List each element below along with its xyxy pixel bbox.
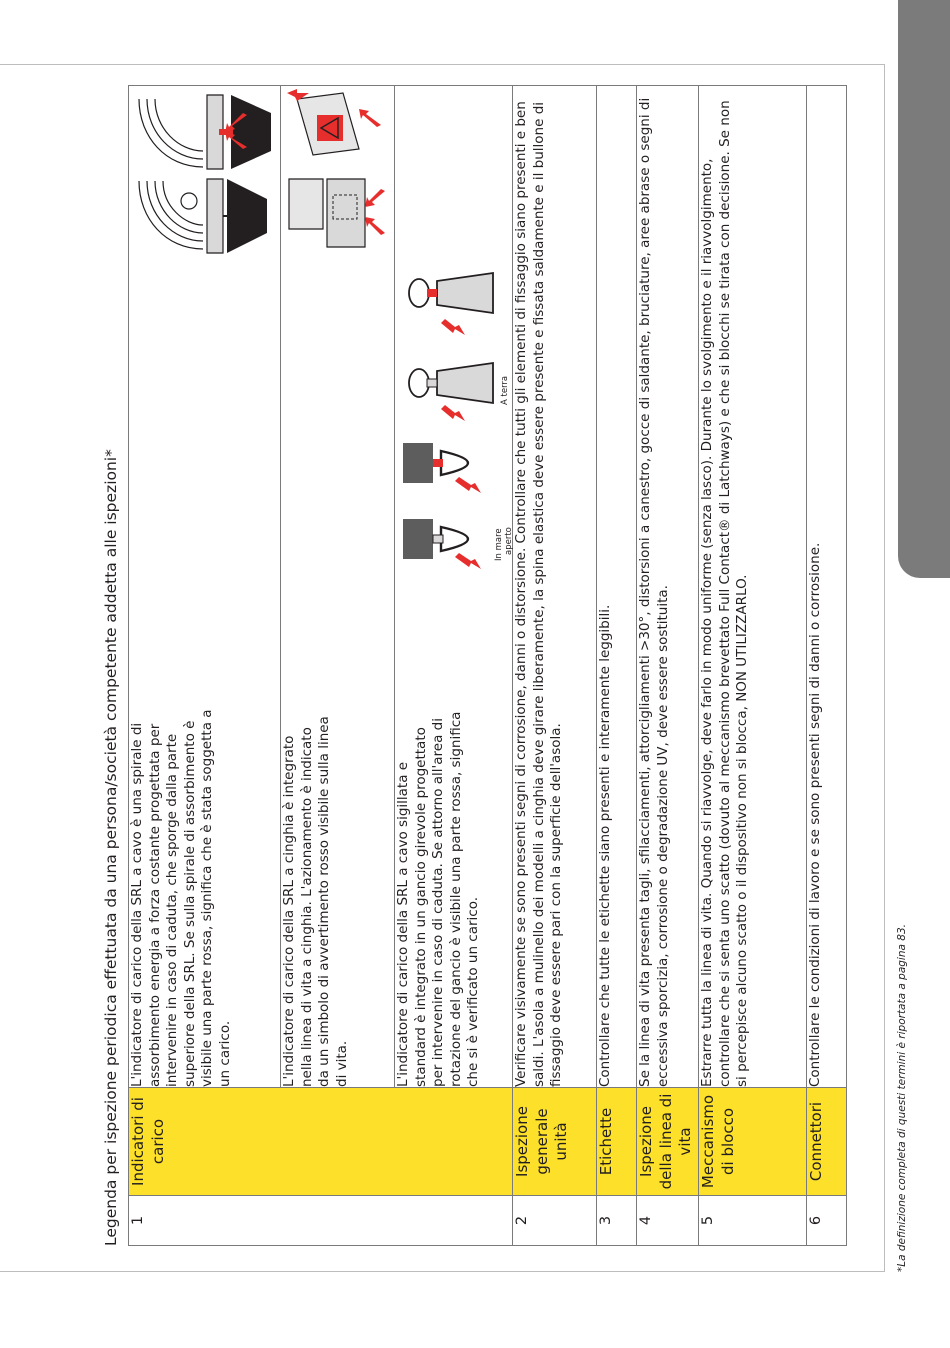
- row-category: Etichette: [597, 1088, 637, 1196]
- inspection-table: [128, 85, 847, 1246]
- legend-title: Legenda per ispezione periodica effettuata da una persona/società competente addetta alle ispezioni*: [102, 449, 120, 1246]
- row-description: Estrarre tutta la linea di vita. Quando si riavvolge, deve farlo in modo uniforme (senza lasco). Durante lo svolgimento e il riavvolgimento, controllare che si senta uno scatto (dovuto al meccanismo brevettato Full Contact® di Latchways) e che si blocchi se tirata con decisione. Se non si percepisce alcuno scatto o il dispositivo non si blocca, NON UTILIZZARLO.: [699, 86, 807, 1088]
- description-text: L'indicatore di carico della SRL a cavo sigillata e standard è integrato in un gancio girevole progettato per intervenire in caso di caduta. Se attorno all'area di rotazione del gancio è visibile una parte rossa, significa che si è verificato un carico.: [395, 711, 482, 1087]
- table-row: [637, 86, 699, 1246]
- row-description: [129, 86, 281, 1088]
- row-description: [395, 86, 513, 1088]
- row-category: Ispezione della linea di vita: [637, 1088, 699, 1196]
- label-aperto: aperto: [504, 527, 514, 555]
- row-number: 2: [513, 1196, 597, 1246]
- row-number: 1: [129, 1196, 513, 1246]
- table-row: [129, 86, 281, 1246]
- wire-srl-indicator-illustration: [131, 87, 277, 259]
- description-text: L'indicatore di carico della SRL a cinghia è integrato nella linea di vita a cinghia. L'azionamento è indicato da un simbolo di avvertimento rosso visibile sulla linea di vita.: [281, 716, 350, 1087]
- row-description: Verificare visivamente se sono presenti segni di corrosione, danni o distorsione. Controllare che tutti gli elementi di fissaggio siano presenti e ben saldi. L'asola a mulinello dei modelli a cinghia deve girare liberamente, la spina elastica deve essere presente e fissata saldamente e il bullone di fissaggio deve essere pari con la superficie dell'asola.: [513, 86, 597, 1088]
- row-category: Meccanismo di blocco: [699, 1088, 807, 1196]
- row-category: Indicatori di carico: [129, 1088, 513, 1196]
- row-number: 6: [807, 1196, 847, 1246]
- footnote: *La definizione completa di questi termini è riportata a pagina 83.: [896, 924, 908, 1272]
- webbing-srl-indicator-illustration: [283, 87, 391, 259]
- label-in-mare: In mare: [494, 528, 504, 561]
- row-description: Se la linea di vita presenta tagli, sfilacciamenti, attorcigliamenti >30°, distorsioni a canestro, gocce di saldante, bruciature, aree abrase o segni di eccessiva sporcizia, corrosione o degradazione UV, deve essere sostituita.: [637, 86, 699, 1088]
- section-tab: [898, 0, 950, 578]
- label-a-terra: A terra: [500, 375, 510, 405]
- table-row: [513, 86, 597, 1246]
- swivel-hook-indicator-illustration: [397, 87, 514, 567]
- table-row: [281, 86, 395, 1246]
- table-row: [807, 86, 847, 1246]
- row-category: Ispezione generale unità: [513, 1088, 597, 1196]
- table-row: [597, 86, 637, 1246]
- table-row: [699, 86, 807, 1246]
- description-text: L'indicatore di carico della SRL a cavo è una spirale di assorbimento energia a forza costante progettata per intervenire in caso di caduta, che sporge dalla parte superiore della SRL. Se sulla spirale di assorbimento è visibile una parte rossa, significa che è stata soggetta a un carico.: [129, 709, 233, 1087]
- table-row: [395, 86, 513, 1246]
- row-description: Controllare le condizioni di lavoro e se sono presenti segni di danni o corrosione.: [807, 86, 847, 1088]
- row-description: [281, 86, 395, 1088]
- row-number: 5: [699, 1196, 807, 1246]
- row-description: Controllare che tutte le etichette siano presenti e interamente leggibili.: [597, 86, 637, 1088]
- row-number: 4: [637, 1196, 699, 1246]
- row-number: 3: [597, 1196, 637, 1246]
- rotated-content: [94, 86, 864, 1246]
- row-category: Connettori: [807, 1088, 847, 1196]
